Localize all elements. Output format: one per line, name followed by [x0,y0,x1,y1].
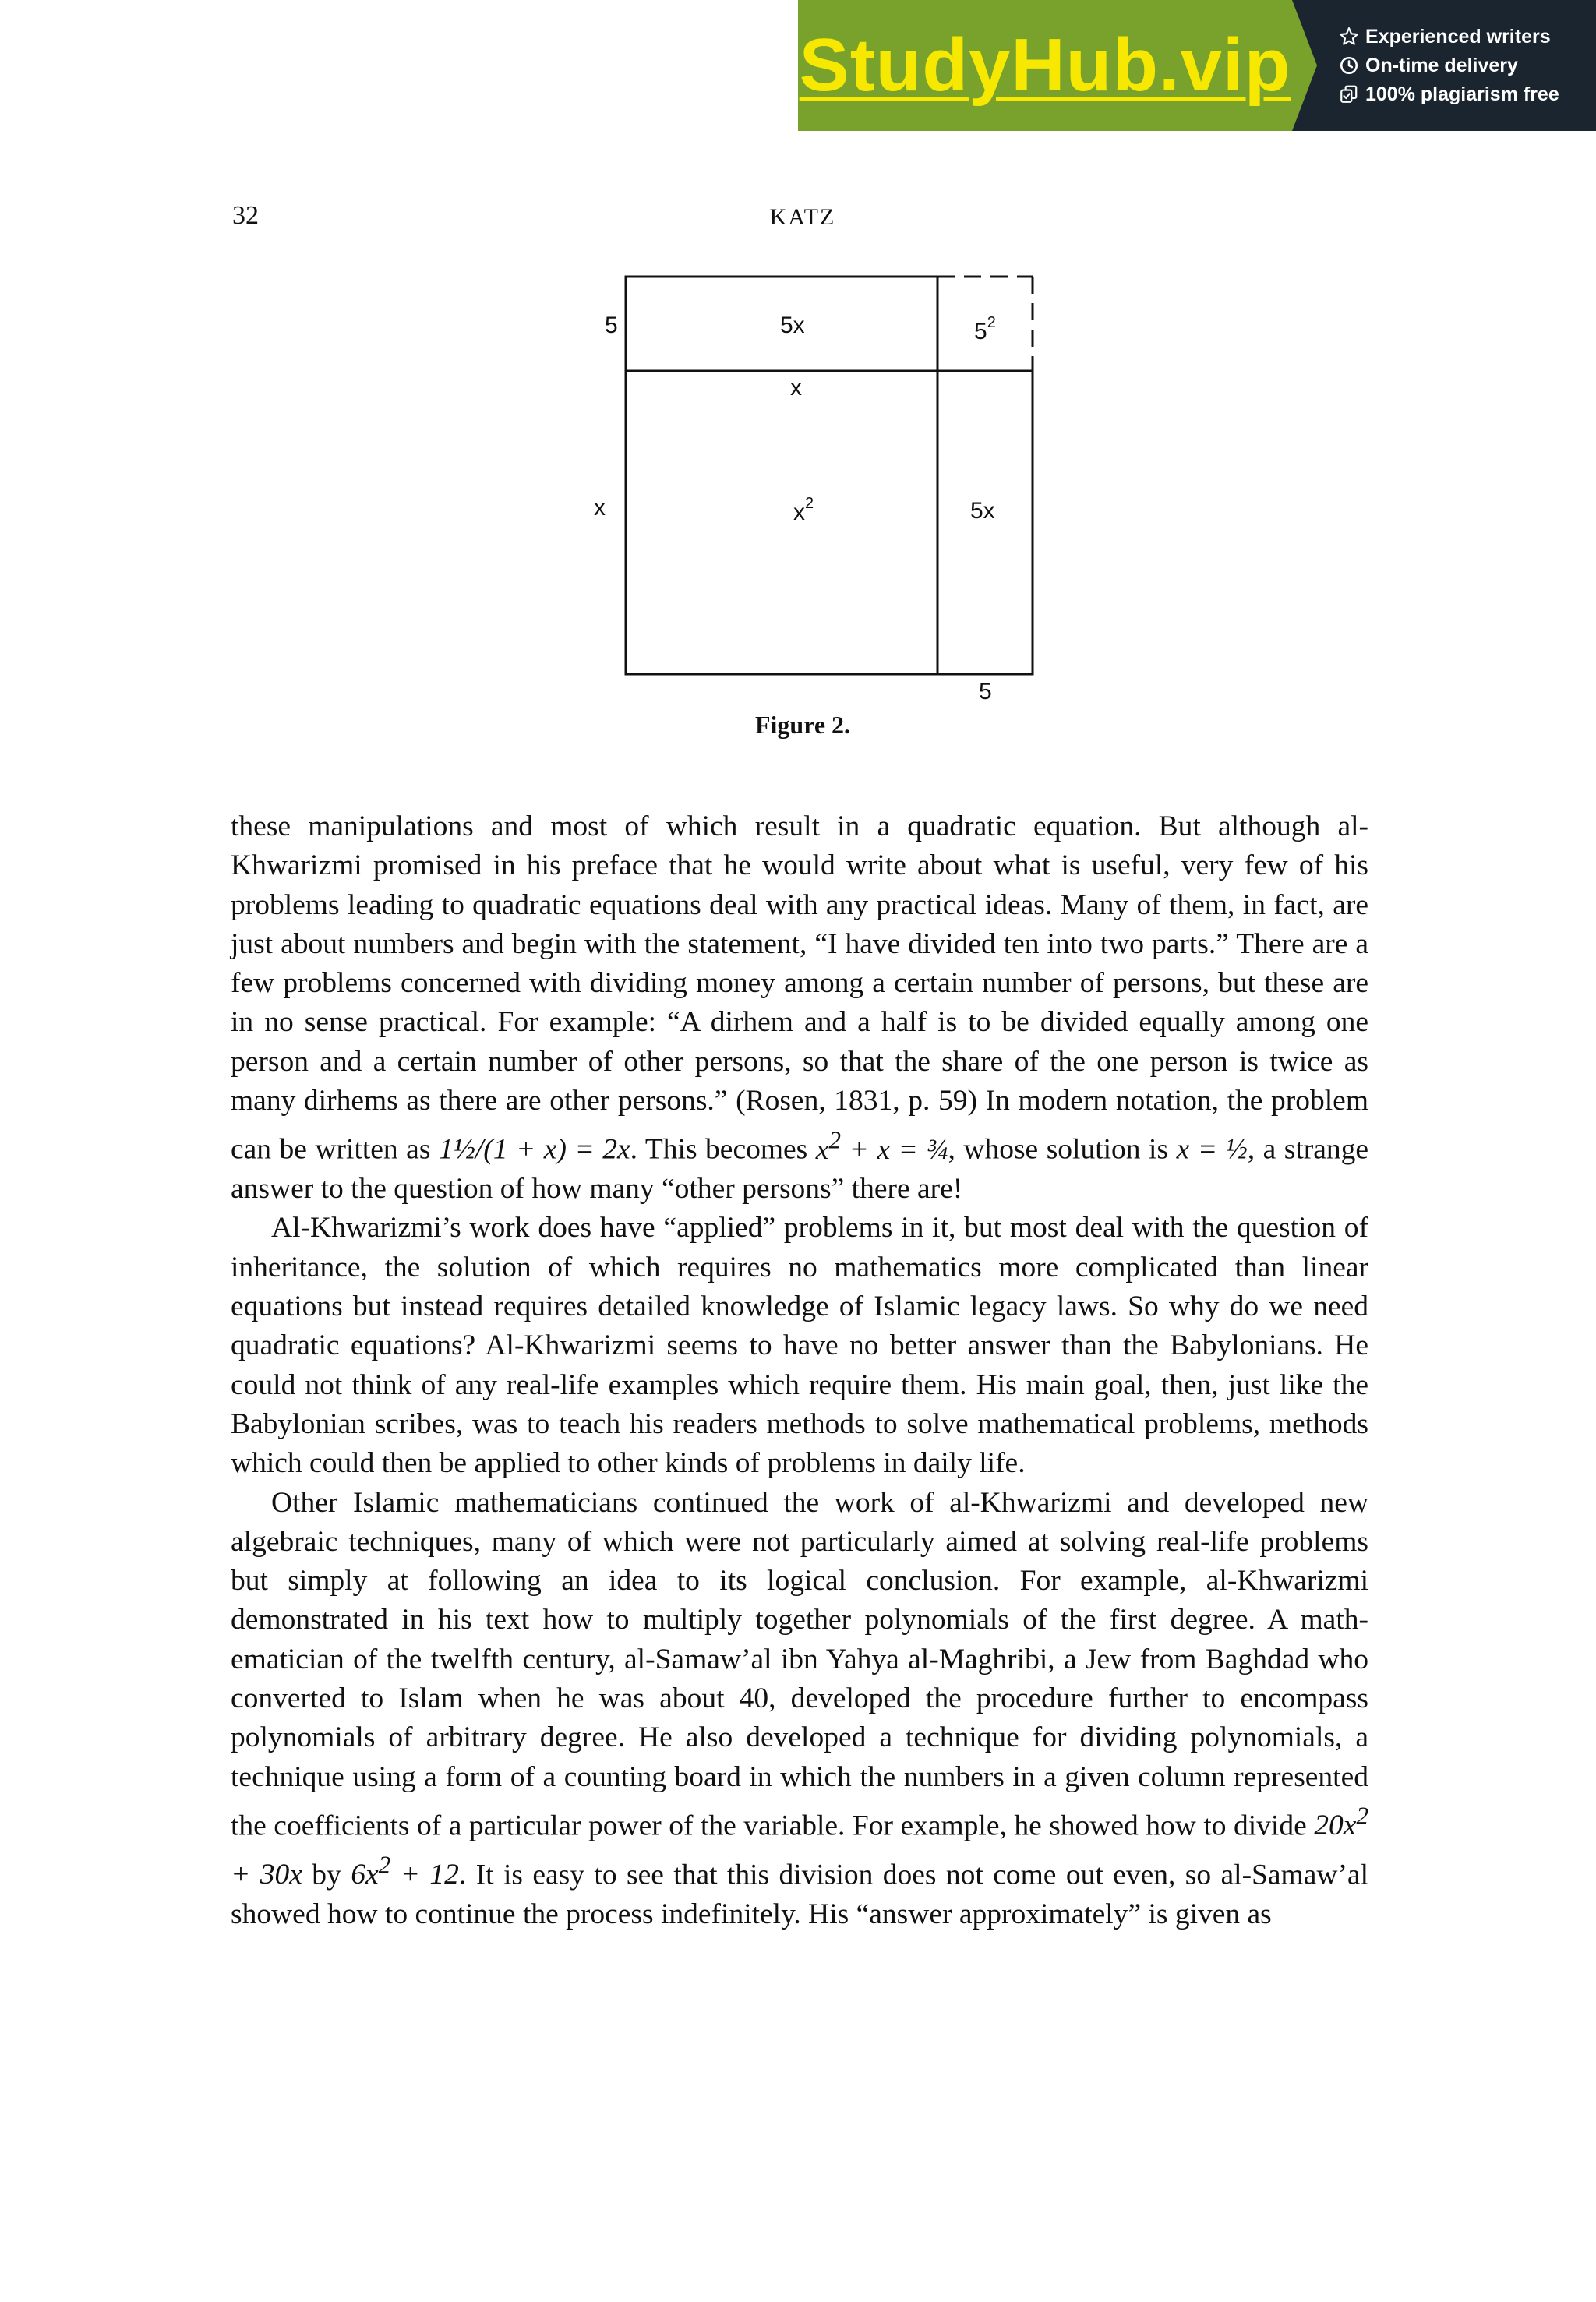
feature-label: On-time delivery [1365,54,1518,76]
clock-icon [1339,55,1359,76]
label-top-left-side: 5 [605,312,618,338]
feature-label: Experienced writers [1365,25,1551,48]
label-center-square: $x^2$ [793,495,814,525]
paragraph: Other Islamic mathematicians continued the work of al-Khwarizmi and developed new algebraic techniques, many of which were not particularly aimed at solving real-life problems but simply at following an idea to its logical conclusion. For example, al-Khwarizmi demonstrated in his text how to multiply together polynomials of the first degree. A mathematician of the twelfth century, al-Samaw’al ibn Yahya al-Maghribi, a Jew from Baghdad who converted to Islam when he was about 40, developed the procedure further to encompass polynomials of arbitrary degree. He also developed a technique for dividing polynomials, a technique using a form of a counting board in which the numbers in a given column represented the coefficients of a particular power of the variable. For example, he showed how to divide $20x^2 + 30x$ by $6x^2 + 12$. It is easy to see that this division does not come out even, so al-Samaw’al showed how to continue the process indefinitely. His “answer approximately” is given as [231,1486,1368,1930]
equation: $20x^2 + 30x$ [231,1802,1368,1891]
brand-logo[interactable] [798,0,1292,131]
equation: 1½/(1 + x) = 2x [438,1133,630,1166]
label-right-block: 5x [970,498,995,524]
equation: $6x^2 + 12$ [351,1851,459,1891]
brand-name[interactable]: StudyHub.vip [799,23,1291,107]
figure-2 [577,269,1044,705]
copy-icon [1339,84,1359,104]
paragraph: Al-Khwarizmi’s work does have “applied” problems in it, but most deal with the question of inheritance, the solution of which requires no mathematics more complicated than linear equations but instead requires detailed knowledge of Islamic legacy laws. So why do we need quadratic equations? Al-Khwarizmi seems to have no better answer than the Babylonians. He could not think of any real-life examples which require them. His main goal, then, just like the Babylonian scribes, was to teach his readers methods to solve mathematical problems, methods which could then be applied to other kinds of problems in daily life. [231,1212,1368,1480]
label-bottom-right-side: 5 [979,679,992,704]
label-square-top-side: x [790,375,802,401]
page-number: 32 [232,201,259,230]
label-left-side: x [594,495,606,521]
label-corner-square: $5^2$ [974,314,996,344]
star-icon [1339,26,1359,47]
label-top-block: 5x [780,312,805,338]
equation: $x^2 + x$ = ¾ [815,1126,948,1166]
running-head: KATZ [769,204,836,230]
paragraph: these manipulations and most of which result in a quadratic equation. But although al-Khwarizmi promised in his preface that he would write about what is useful, very few of his problems leading to quadratic equations deal with any practical ideas. Many of them, in fact, are just about numbers and begin with the statement, “I have divided ten into two parts.” There are a few problems concerned with dividing money among a certain number of persons, but these are in no sense practical. For example: “A dirhem and a half is to be divided equally among one person and a certain number of other persons, so that the share of the one person is twice as many dirhems as there are other persons.” (Rosen, 1831, p. 59) In modern notation, the problem can be written as 1½/(1 + x) = 2x. This becomes $x^2 + x$ = ¾, whose solution is x = ½, a strange answer to the question of how many “other persons” there are! [231,810,1369,1206]
feature-list [1292,0,1596,131]
feature-item [1339,26,1596,48]
feature-item [1339,55,1596,77]
equation: x = ½ [1176,1133,1248,1166]
feature-label: 100% plagiarism free [1365,83,1559,105]
ad-banner[interactable] [798,0,1596,131]
figure-caption: Figure 2. [754,711,851,739]
body-text [231,807,1368,1934]
feature-item [1339,83,1596,106]
